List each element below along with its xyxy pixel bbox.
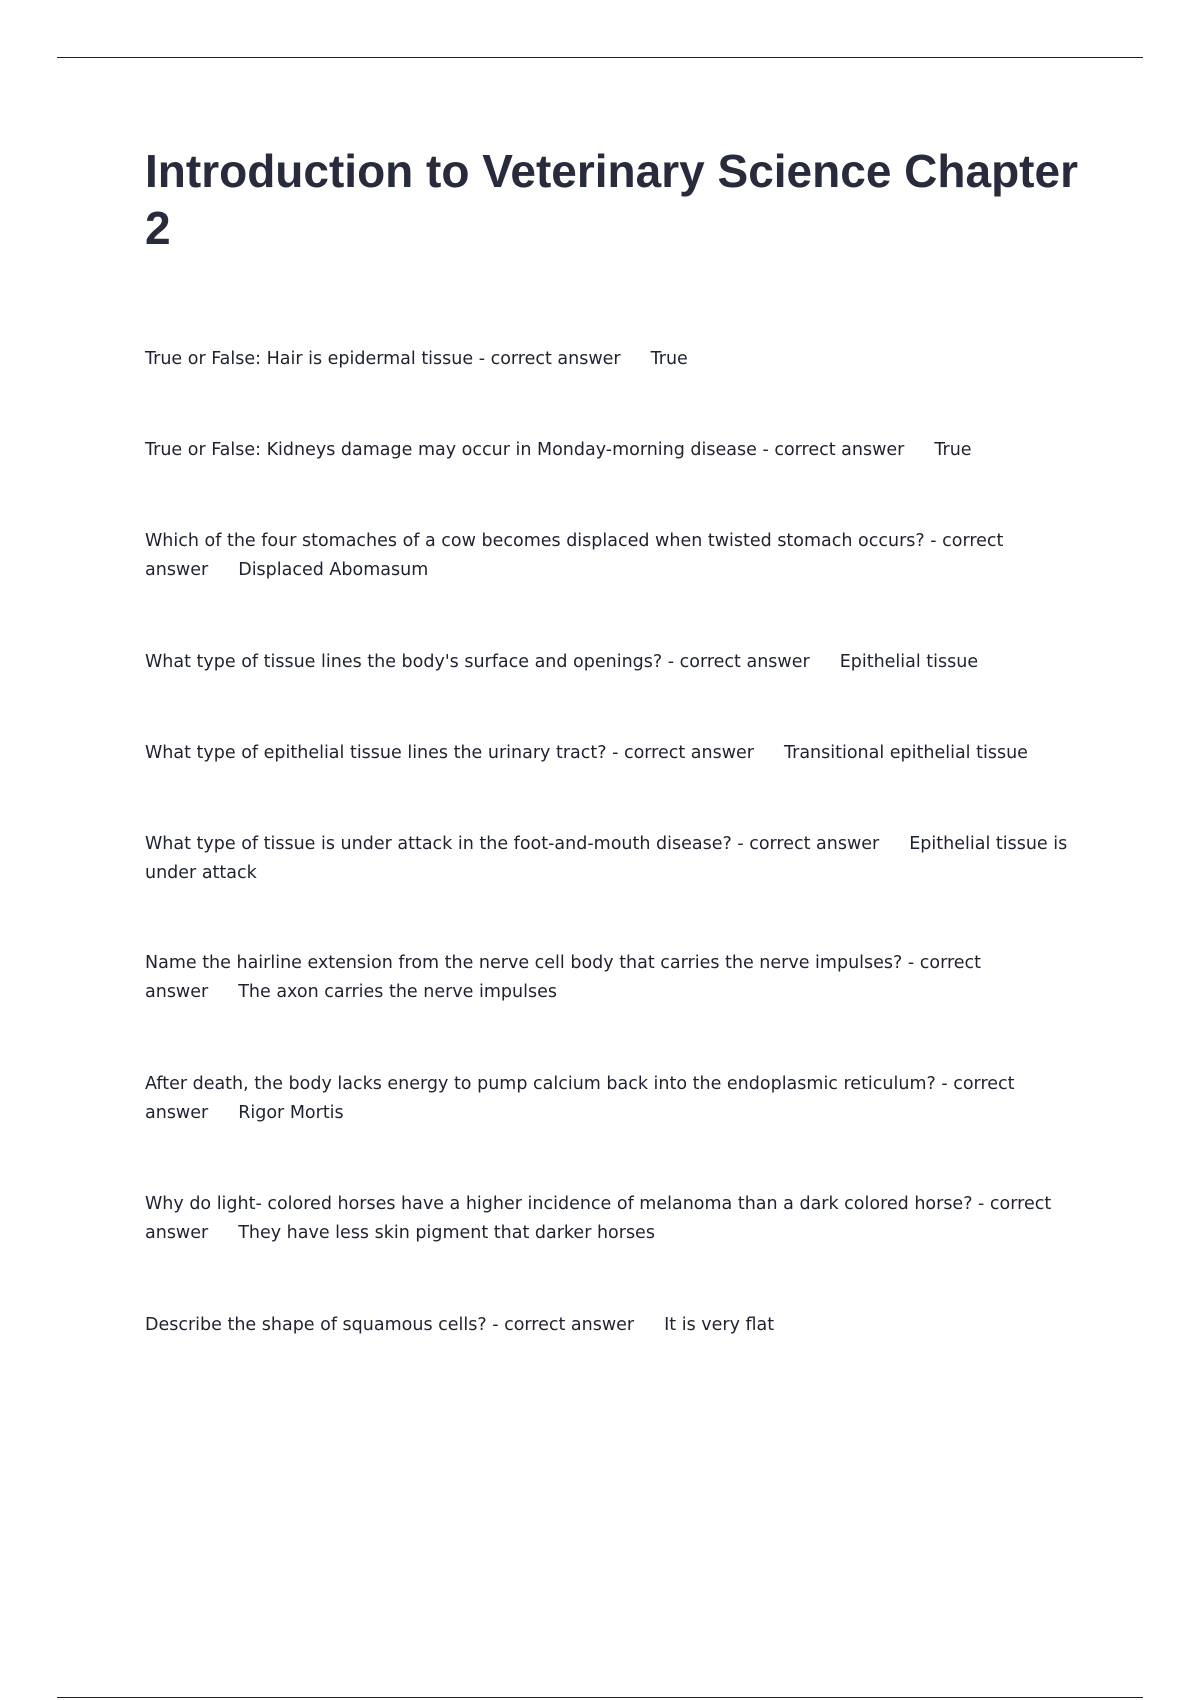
answer-text: Displaced Abomasum	[238, 560, 429, 580]
bottom-divider	[57, 1697, 1143, 1698]
question-text: What type of epithelial tissue lines the urinary tract? - correct answer	[145, 743, 754, 763]
qa-item	[145, 949, 1095, 1007]
question-text: Why do light- colored horses have a higher incidence of melanoma than a dark colored horse? - correct answer	[145, 1194, 1052, 1243]
qa-item	[145, 739, 1095, 768]
answer-text: The axon carries the nerve impulses	[238, 982, 557, 1002]
question-text: What type of tissue lines the body's surface and openings? - correct answer	[145, 652, 810, 672]
question-text: True or False: Kidneys damage may occur in Monday-morning disease - correct answer	[145, 440, 905, 460]
answer-text: True	[934, 440, 972, 460]
qa-item	[145, 436, 1095, 465]
question-text: After death, the body lacks energy to pump calcium back into the endoplasmic reticulum? - correct answer	[145, 1074, 1015, 1123]
answer-text: They have less skin pigment that darker horses	[238, 1223, 655, 1243]
answer-text: True	[650, 349, 688, 369]
question-text: Name the hairline extension from the nerve cell body that carries the nerve impulses? - correct answer	[145, 953, 982, 1002]
answer-text: Epithelial tissue is under attack	[145, 834, 1068, 883]
question-text: What type of tissue is under attack in the foot-and-mouth disease? - correct answer	[145, 834, 880, 854]
document-title: Introduction to Veterinary Science Chapter 2	[145, 145, 1078, 254]
qa-item	[145, 345, 1095, 374]
question-text: Describe the shape of squamous cells? - correct answer	[145, 1315, 635, 1335]
qa-item	[145, 1190, 1095, 1248]
qa-item	[145, 830, 1095, 888]
answer-text: Epithelial tissue	[839, 652, 979, 672]
qa-item	[145, 648, 1095, 677]
answer-text: It is very flat	[664, 1315, 775, 1335]
top-divider	[57, 57, 1143, 58]
qa-item	[145, 527, 1095, 585]
answer-text: Rigor Mortis	[238, 1103, 344, 1123]
answer-text: Transitional epithelial tissue	[784, 743, 1028, 763]
question-text: Which of the four stomaches of a cow becomes displaced when twisted stomach occurs? - correct answer	[145, 531, 1004, 580]
question-text: True or False: Hair is epidermal tissue - correct answer	[145, 349, 621, 369]
qa-item	[145, 1311, 1095, 1340]
qa-item	[145, 1070, 1095, 1128]
